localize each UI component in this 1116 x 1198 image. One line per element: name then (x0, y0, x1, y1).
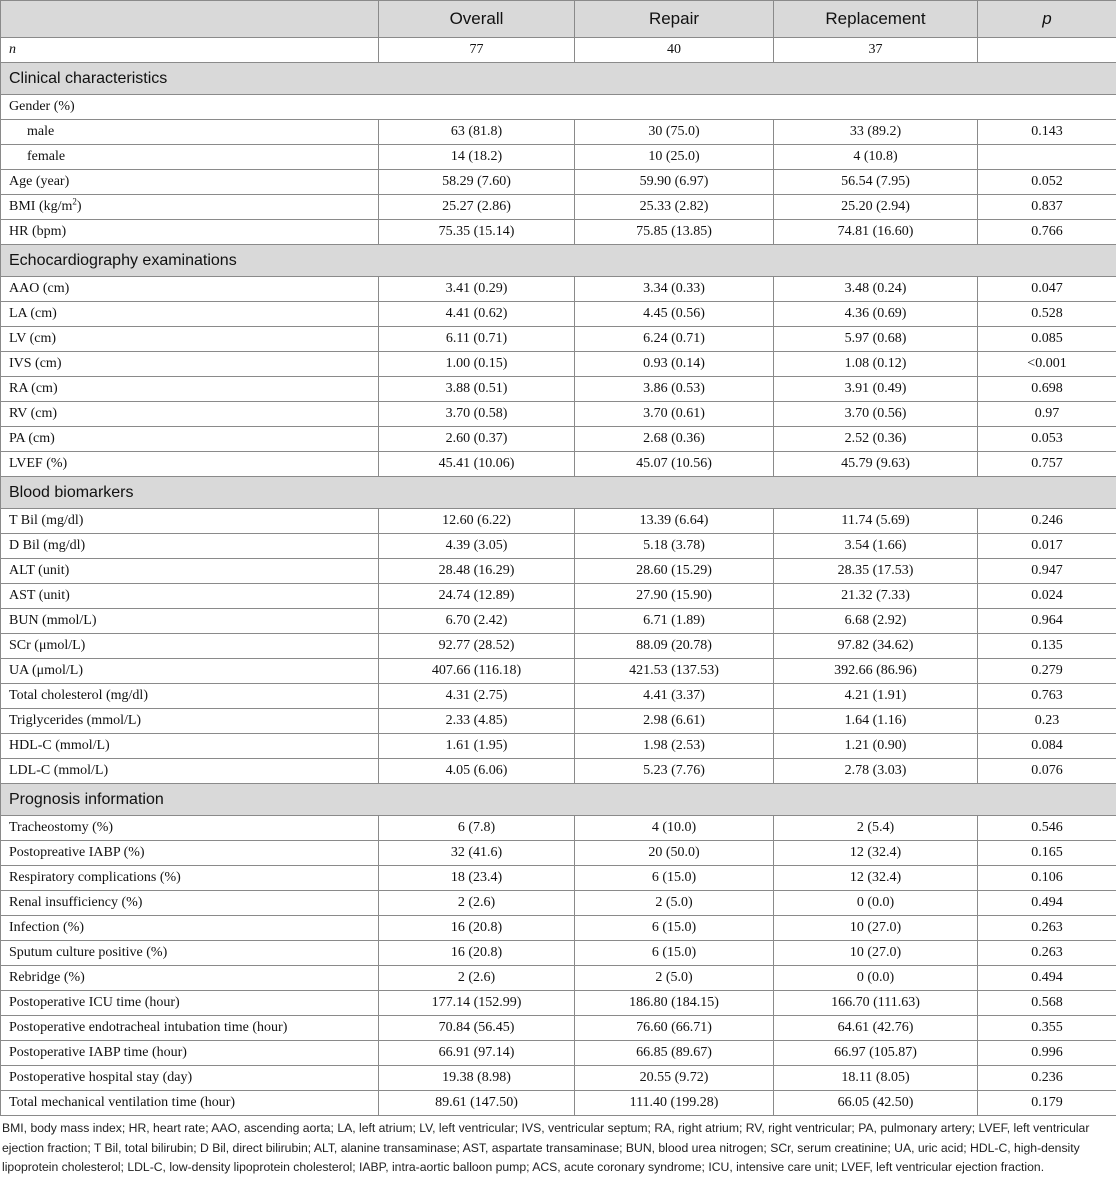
cell-p: 0.964 (978, 609, 1116, 634)
cell-p: 0.263 (978, 916, 1116, 941)
table-row (1, 145, 1116, 170)
row-label: UA (μmol/L) (1, 659, 379, 684)
cell-repair: 4.41 (3.37) (575, 684, 774, 709)
table-row (1, 734, 1116, 759)
row-label: male (1, 120, 379, 145)
cell-overall: 1.61 (1.95) (379, 734, 575, 759)
cell-overall: 4.41 (0.62) (379, 302, 575, 327)
cell-p: 0.698 (978, 377, 1116, 402)
cell-overall: 66.91 (97.14) (379, 1041, 575, 1066)
cell-overall: 63 (81.8) (379, 120, 575, 145)
cell-repair: 111.40 (199.28) (575, 1091, 774, 1116)
table-row (1, 866, 1116, 891)
row-label: SCr (μmol/L) (1, 634, 379, 659)
header-replacement: Replacement (774, 1, 978, 38)
cell-p: 0.165 (978, 841, 1116, 866)
cell-overall: 14 (18.2) (379, 145, 575, 170)
cell-replacement: 11.74 (5.69) (774, 509, 978, 534)
row-label: LV (cm) (1, 327, 379, 352)
row-label: Age (year) (1, 170, 379, 195)
section-title: Prognosis information (1, 784, 1116, 816)
cell-repair: 76.60 (66.71) (575, 1016, 774, 1041)
cell-p: 0.246 (978, 509, 1116, 534)
table-row (1, 352, 1116, 377)
cell-p: 0.494 (978, 891, 1116, 916)
cell-p: <0.001 (978, 352, 1116, 377)
cell-repair: 2.68 (0.36) (575, 427, 774, 452)
header-repair: Repair (575, 1, 774, 38)
table-row (1, 684, 1116, 709)
cell-overall: 3.70 (0.58) (379, 402, 575, 427)
cell-repair: 59.90 (6.97) (575, 170, 774, 195)
cell-p: 0.179 (978, 1091, 1116, 1116)
cell-overall: 18 (23.4) (379, 866, 575, 891)
row-label: Postoperative ICU time (hour) (1, 991, 379, 1016)
n-p (978, 38, 1116, 63)
cell-replacement: 6.68 (2.92) (774, 609, 978, 634)
cell-p: 0.263 (978, 941, 1116, 966)
cell-overall: 2.60 (0.37) (379, 427, 575, 452)
cell-replacement: 2 (5.4) (774, 816, 978, 841)
row-label (1, 195, 379, 220)
cell-repair: 13.39 (6.64) (575, 509, 774, 534)
gender-label: Gender (%) (1, 95, 1116, 120)
table-row (1, 941, 1116, 966)
table-row (1, 220, 1116, 245)
cell-replacement: 3.70 (0.56) (774, 402, 978, 427)
table-row (1, 1041, 1116, 1066)
cell-p: 0.024 (978, 584, 1116, 609)
cell-repair: 2 (5.0) (575, 966, 774, 991)
section-clinical (1, 63, 1116, 95)
cell-overall: 6 (7.8) (379, 816, 575, 841)
cell-repair: 2.98 (6.61) (575, 709, 774, 734)
row-label: ALT (unit) (1, 559, 379, 584)
row-label: Infection (%) (1, 916, 379, 941)
cell-p: 0.996 (978, 1041, 1116, 1066)
cell-repair: 421.53 (137.53) (575, 659, 774, 684)
n-label: n (1, 38, 379, 63)
row-label: HR (bpm) (1, 220, 379, 245)
cell-repair: 27.90 (15.90) (575, 584, 774, 609)
cell-p: 0.052 (978, 170, 1116, 195)
cell-overall: 16 (20.8) (379, 941, 575, 966)
cell-repair: 20.55 (9.72) (575, 1066, 774, 1091)
cell-p: 0.568 (978, 991, 1116, 1016)
table-footnote: BMI, body mass index; HR, heart rate; AAO, ascending aorta; LA, left atrium; LV, left ventricular; IVS, ventricular septum; RA, right atrium; RV, right ventricular; PA, pulmonary artery; LVEF, left ventricular ejection fraction; T Bil, total bilirubin; D Bil, direct bilirubin; ALT, alanine transaminase; AST, aspartate transaminase; BUN, blood urea nitrogen; SCr, serum creatinine; UA, uric acid; HDL-C, high-density lipoprotein cholesterol; LDL-C, low-density lipoprotein cholesterol; IABP, intra-aortic balloon pump; ACS, acute coronary syndrome; ICU, intensive care unit; LVEF, left ventricular ejection fraction. (2, 1121, 1090, 1174)
section-prognosis (1, 784, 1116, 816)
cell-overall: 3.41 (0.29) (379, 277, 575, 302)
table-row (1, 759, 1116, 784)
row-label: female (1, 145, 379, 170)
section-title: Blood biomarkers (1, 477, 1116, 509)
cell-p: 0.017 (978, 534, 1116, 559)
table-row (1, 170, 1116, 195)
cell-overall: 92.77 (28.52) (379, 634, 575, 659)
table-row (1, 584, 1116, 609)
table-row (1, 120, 1116, 145)
cell-replacement: 21.32 (7.33) (774, 584, 978, 609)
cell-overall: 4.05 (6.06) (379, 759, 575, 784)
header-row (1, 1, 1116, 38)
table-row (1, 327, 1116, 352)
cell-overall: 16 (20.8) (379, 916, 575, 941)
cell-repair: 186.80 (184.15) (575, 991, 774, 1016)
section-title: Clinical characteristics (1, 63, 1116, 95)
cell-replacement: 0 (0.0) (774, 891, 978, 916)
cell-repair: 75.85 (13.85) (575, 220, 774, 245)
cell-overall: 28.48 (16.29) (379, 559, 575, 584)
cell-p: 0.355 (978, 1016, 1116, 1041)
cell-repair: 5.18 (3.78) (575, 534, 774, 559)
table-row (1, 709, 1116, 734)
cell-repair: 66.85 (89.67) (575, 1041, 774, 1066)
table-row (1, 659, 1116, 684)
cell-repair: 4.45 (0.56) (575, 302, 774, 327)
table-row (1, 534, 1116, 559)
cell-repair: 3.86 (0.53) (575, 377, 774, 402)
row-label: AST (unit) (1, 584, 379, 609)
row-label: Postoperative hospital stay (day) (1, 1066, 379, 1091)
cell-p: 0.528 (978, 302, 1116, 327)
table-row (1, 916, 1116, 941)
cell-replacement: 66.05 (42.50) (774, 1091, 978, 1116)
cell-replacement: 2.78 (3.03) (774, 759, 978, 784)
cell-repair: 4 (10.0) (575, 816, 774, 841)
cell-repair: 6 (15.0) (575, 941, 774, 966)
row-label-text: BMI (kg/m (9, 199, 73, 214)
cell-repair: 5.23 (7.76) (575, 759, 774, 784)
cell-replacement: 64.61 (42.76) (774, 1016, 978, 1041)
table-row (1, 277, 1116, 302)
cell-replacement: 12 (32.4) (774, 866, 978, 891)
n-overall: 77 (379, 38, 575, 63)
cell-replacement: 74.81 (16.60) (774, 220, 978, 245)
row-label: IVS (cm) (1, 352, 379, 377)
cell-replacement: 4.36 (0.69) (774, 302, 978, 327)
cell-replacement: 3.48 (0.24) (774, 277, 978, 302)
section-blood (1, 477, 1116, 509)
cell-overall: 89.61 (147.50) (379, 1091, 575, 1116)
row-label: HDL-C (mmol/L) (1, 734, 379, 759)
row-label: D Bil (mg/dl) (1, 534, 379, 559)
table-row (1, 559, 1116, 584)
row-label-suffix: ) (76, 199, 82, 214)
cell-repair: 3.34 (0.33) (575, 277, 774, 302)
cell-replacement: 1.21 (0.90) (774, 734, 978, 759)
cell-p: 0.494 (978, 966, 1116, 991)
cell-p: 0.757 (978, 452, 1116, 477)
cell-repair: 88.09 (20.78) (575, 634, 774, 659)
row-label: LVEF (%) (1, 452, 379, 477)
cell-repair: 2 (5.0) (575, 891, 774, 916)
cell-overall: 4.39 (3.05) (379, 534, 575, 559)
table-row (1, 377, 1116, 402)
cell-replacement: 25.20 (2.94) (774, 195, 978, 220)
row-label: Triglycerides (mmol/L) (1, 709, 379, 734)
cell-replacement: 1.08 (0.12) (774, 352, 978, 377)
cell-overall: 3.88 (0.51) (379, 377, 575, 402)
cell-p: 0.279 (978, 659, 1116, 684)
cell-p: 0.085 (978, 327, 1116, 352)
cell-overall: 32 (41.6) (379, 841, 575, 866)
header-label (1, 1, 379, 38)
table-row (1, 966, 1116, 991)
row-label: Renal insufficiency (%) (1, 891, 379, 916)
cell-replacement: 4 (10.8) (774, 145, 978, 170)
cell-p: 0.143 (978, 120, 1116, 145)
section-echo (1, 245, 1116, 277)
cell-p: 0.23 (978, 709, 1116, 734)
cell-replacement: 0 (0.0) (774, 966, 978, 991)
cell-replacement: 1.64 (1.16) (774, 709, 978, 734)
cell-overall: 58.29 (7.60) (379, 170, 575, 195)
cell-p: 0.546 (978, 816, 1116, 841)
cell-overall: 75.35 (15.14) (379, 220, 575, 245)
cell-repair: 6 (15.0) (575, 916, 774, 941)
cell-replacement: 3.91 (0.49) (774, 377, 978, 402)
cell-replacement: 10 (27.0) (774, 916, 978, 941)
cell-overall: 407.66 (116.18) (379, 659, 575, 684)
cell-overall: 2.33 (4.85) (379, 709, 575, 734)
cell-repair: 0.93 (0.14) (575, 352, 774, 377)
table-row (1, 195, 1116, 220)
row-label-superscript: 2 (72, 196, 77, 207)
table-row (1, 509, 1116, 534)
table-row (1, 402, 1116, 427)
n-repair: 40 (575, 38, 774, 63)
table-row (1, 1091, 1116, 1116)
table-row (1, 1016, 1116, 1041)
cell-overall: 45.41 (10.06) (379, 452, 575, 477)
row-label: Total mechanical ventilation time (hour) (1, 1091, 379, 1116)
row-label: Total cholesterol (mg/dl) (1, 684, 379, 709)
cell-p: 0.053 (978, 427, 1116, 452)
n-row (1, 38, 1116, 63)
cell-p: 0.076 (978, 759, 1116, 784)
cell-p: 0.837 (978, 195, 1116, 220)
n-replacement: 37 (774, 38, 978, 63)
row-label: Tracheostomy (%) (1, 816, 379, 841)
table-row (1, 991, 1116, 1016)
cell-repair: 20 (50.0) (575, 841, 774, 866)
cell-repair: 45.07 (10.56) (575, 452, 774, 477)
table-row (1, 634, 1116, 659)
cell-overall: 6.70 (2.42) (379, 609, 575, 634)
cell-replacement: 33 (89.2) (774, 120, 978, 145)
cell-replacement: 97.82 (34.62) (774, 634, 978, 659)
table-row (1, 302, 1116, 327)
cell-p: 0.236 (978, 1066, 1116, 1091)
cell-p: 0.047 (978, 277, 1116, 302)
cell-p (978, 145, 1116, 170)
cell-repair: 3.70 (0.61) (575, 402, 774, 427)
cell-repair: 25.33 (2.82) (575, 195, 774, 220)
table-row (1, 816, 1116, 841)
table-row (1, 1066, 1116, 1091)
cell-replacement: 66.97 (105.87) (774, 1041, 978, 1066)
row-label: Postopreative IABP (%) (1, 841, 379, 866)
cell-replacement: 5.97 (0.68) (774, 327, 978, 352)
cell-repair: 30 (75.0) (575, 120, 774, 145)
table-row (1, 891, 1116, 916)
cell-replacement: 2.52 (0.36) (774, 427, 978, 452)
row-label: LDL-C (mmol/L) (1, 759, 379, 784)
cell-replacement: 28.35 (17.53) (774, 559, 978, 584)
cell-p: 0.084 (978, 734, 1116, 759)
table-row (1, 427, 1116, 452)
cell-replacement: 56.54 (7.95) (774, 170, 978, 195)
row-label: Postoperative IABP time (hour) (1, 1041, 379, 1066)
row-label: AAO (cm) (1, 277, 379, 302)
row-label: RA (cm) (1, 377, 379, 402)
cell-repair: 6.71 (1.89) (575, 609, 774, 634)
cell-overall: 19.38 (8.98) (379, 1066, 575, 1091)
cell-replacement: 166.70 (111.63) (774, 991, 978, 1016)
cell-overall: 177.14 (152.99) (379, 991, 575, 1016)
header-p: p (978, 1, 1116, 38)
cell-repair: 6.24 (0.71) (575, 327, 774, 352)
cell-overall: 24.74 (12.89) (379, 584, 575, 609)
cell-overall: 12.60 (6.22) (379, 509, 575, 534)
row-label: PA (cm) (1, 427, 379, 452)
section-title: Echocardiography examinations (1, 245, 1116, 277)
cell-replacement: 18.11 (8.05) (774, 1066, 978, 1091)
cell-p: 0.106 (978, 866, 1116, 891)
cell-overall: 1.00 (0.15) (379, 352, 575, 377)
cell-p: 0.947 (978, 559, 1116, 584)
cell-repair: 6 (15.0) (575, 866, 774, 891)
cell-repair: 28.60 (15.29) (575, 559, 774, 584)
cell-replacement: 4.21 (1.91) (774, 684, 978, 709)
cell-overall: 2 (2.6) (379, 891, 575, 916)
cell-replacement: 45.79 (9.63) (774, 452, 978, 477)
row-label: RV (cm) (1, 402, 379, 427)
header-overall: Overall (379, 1, 575, 38)
cell-p: 0.97 (978, 402, 1116, 427)
cell-replacement: 10 (27.0) (774, 941, 978, 966)
row-label: Postoperative endotracheal intubation time (hour) (1, 1016, 379, 1041)
cell-repair: 10 (25.0) (575, 145, 774, 170)
cell-repair: 1.98 (2.53) (575, 734, 774, 759)
cell-replacement: 392.66 (86.96) (774, 659, 978, 684)
row-label: Rebridge (%) (1, 966, 379, 991)
table-row (1, 609, 1116, 634)
row-label: Sputum culture positive (%) (1, 941, 379, 966)
row-label: Respiratory complications (%) (1, 866, 379, 891)
table-row (1, 452, 1116, 477)
table-row (1, 841, 1116, 866)
row-label: LA (cm) (1, 302, 379, 327)
cell-overall: 2 (2.6) (379, 966, 575, 991)
cell-overall: 4.31 (2.75) (379, 684, 575, 709)
cell-p: 0.766 (978, 220, 1116, 245)
cell-p: 0.135 (978, 634, 1116, 659)
cell-p: 0.763 (978, 684, 1116, 709)
cell-overall: 25.27 (2.86) (379, 195, 575, 220)
cell-overall: 6.11 (0.71) (379, 327, 575, 352)
cell-overall: 70.84 (56.45) (379, 1016, 575, 1041)
row-label: T Bil (mg/dl) (1, 509, 379, 534)
cell-replacement: 3.54 (1.66) (774, 534, 978, 559)
row-label: BUN (mmol/L) (1, 609, 379, 634)
gender-group-row (1, 95, 1116, 120)
cell-replacement: 12 (32.4) (774, 841, 978, 866)
